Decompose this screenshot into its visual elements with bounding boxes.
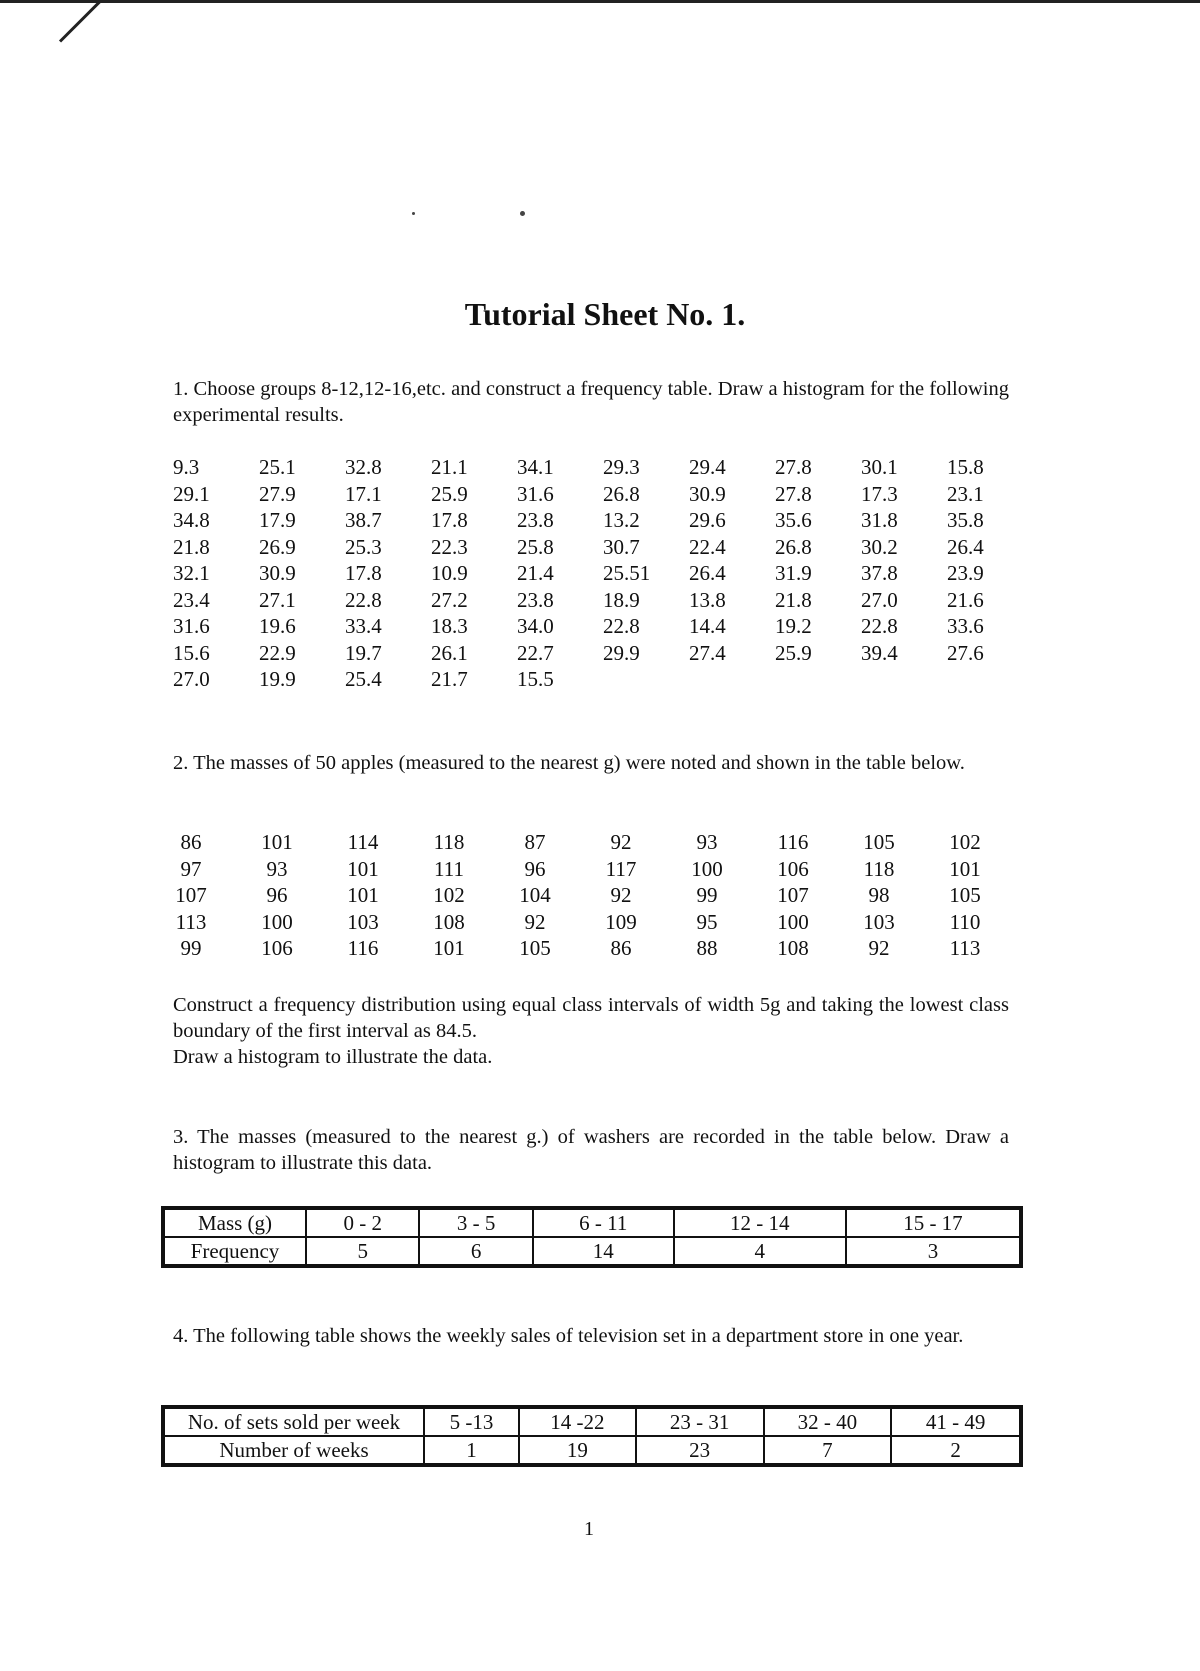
data-value: 22.3 xyxy=(431,534,468,559)
table-cell-class: 15 - 17 xyxy=(846,1208,1021,1237)
data-value: 96 xyxy=(266,883,288,907)
data-value: 17.1 xyxy=(345,481,382,506)
table-cell-frequency: 23 xyxy=(636,1436,764,1465)
data-value: 18.3 xyxy=(431,614,468,638)
data-value: 35.6 xyxy=(775,508,812,532)
scan-speck xyxy=(412,212,415,215)
scan-edge-line xyxy=(0,0,1200,3)
data-value: 86 xyxy=(610,936,632,960)
data-value: 101 xyxy=(949,856,981,881)
data-value: 113 xyxy=(949,936,981,960)
data-value: 103 xyxy=(347,909,379,934)
data-row xyxy=(173,613,1033,640)
page-number: 1 xyxy=(584,1518,594,1540)
table-cell-frequency: 19 xyxy=(519,1436,636,1465)
data-value: 26.8 xyxy=(603,481,640,506)
question-1-text: 1. Choose groups 8-12,12-16,etc. and construct a frequency table. Draw a histogram for the following experimental results. xyxy=(173,378,1009,426)
data-value: 19.2 xyxy=(775,614,812,638)
data-value: 22.9 xyxy=(259,640,296,665)
data-value: 9.3 xyxy=(173,455,200,479)
data-value: 23.1 xyxy=(947,481,984,506)
data-value: 23.9 xyxy=(947,561,984,585)
data-value: 107 xyxy=(175,883,207,907)
data-value: 21.7 xyxy=(431,667,468,691)
data-value: 30.9 xyxy=(259,561,296,585)
data-value: 21.6 xyxy=(947,587,984,612)
table-cell-class: 0 - 2 xyxy=(306,1208,419,1237)
table-cell-frequency: 1 xyxy=(424,1436,519,1465)
data-value: 18.9 xyxy=(603,587,640,612)
data-value: 31.9 xyxy=(775,561,812,585)
data-value: 25.3 xyxy=(345,534,382,559)
data-value: 108 xyxy=(433,909,465,934)
data-value: 110 xyxy=(949,909,981,934)
data-value: 29.3 xyxy=(603,455,640,479)
data-value: 118 xyxy=(433,830,465,854)
data-value: 33.4 xyxy=(345,614,382,638)
data-value: 10.9 xyxy=(431,561,468,585)
data-value: 30.7 xyxy=(603,534,640,559)
data-value: 27.0 xyxy=(173,667,210,691)
table-cell-class: 5 -13 xyxy=(424,1407,519,1436)
table-cell-frequency: 7 xyxy=(764,1436,892,1465)
data-value: 34.0 xyxy=(517,614,554,638)
data-value: 13.2 xyxy=(603,508,640,532)
data-value: 23.8 xyxy=(517,508,554,532)
data-value: 27.8 xyxy=(775,481,812,506)
data-value: 31.8 xyxy=(861,508,898,532)
data-value: 105 xyxy=(519,936,551,960)
data-value: 114 xyxy=(347,830,379,854)
data-value: 27.9 xyxy=(259,481,296,506)
table-cell-class: 3 - 5 xyxy=(419,1208,532,1237)
data-value: 17.9 xyxy=(259,508,296,532)
question-4-table xyxy=(161,1405,1023,1467)
data-value: 21.8 xyxy=(775,587,812,612)
data-row xyxy=(148,856,1008,883)
page-title: Tutorial Sheet No. 1. xyxy=(464,296,746,332)
data-row xyxy=(173,666,1033,693)
data-value: 25.4 xyxy=(345,667,382,691)
data-row xyxy=(173,481,1033,508)
data-value: 95 xyxy=(696,909,718,934)
question-2-instruction-histogram: Draw a histogram to illustrate the data. xyxy=(173,1046,493,1068)
table-header-sets-sold: No. of sets sold per week xyxy=(163,1407,424,1436)
question-2-data-grid xyxy=(148,829,1008,962)
data-value: 27.2 xyxy=(431,587,468,612)
data-value: 22.8 xyxy=(861,614,898,638)
data-value: 92 xyxy=(868,936,890,960)
data-value: 101 xyxy=(433,936,465,960)
data-value: 22.8 xyxy=(603,614,640,638)
table-cell-class: 23 - 31 xyxy=(636,1407,764,1436)
data-value: 99 xyxy=(180,936,202,960)
data-value: 22.8 xyxy=(345,587,382,612)
table-header-frequency: Frequency xyxy=(163,1237,306,1266)
data-value: 27.6 xyxy=(947,640,984,665)
data-value: 22.7 xyxy=(517,640,554,665)
data-value: 111 xyxy=(434,856,464,881)
data-value: 92 xyxy=(610,830,632,854)
data-value: 25.1 xyxy=(259,455,296,479)
table-cell-class: 32 - 40 xyxy=(764,1407,892,1436)
data-value: 106 xyxy=(261,936,293,960)
data-value: 116 xyxy=(777,830,809,854)
data-value: 33.6 xyxy=(947,614,984,638)
data-value: 31.6 xyxy=(517,481,554,506)
data-value: 22.4 xyxy=(689,534,726,559)
data-value: 27.1 xyxy=(259,587,296,612)
table-cell-class: 41 - 49 xyxy=(891,1407,1021,1436)
data-row xyxy=(173,640,1033,667)
data-value: 32.1 xyxy=(173,561,210,585)
data-value: 107 xyxy=(777,883,809,907)
data-value: 35.8 xyxy=(947,508,984,532)
data-value: 25.51 xyxy=(603,561,651,585)
question-2-text: 2. The masses of 50 apples (measured to the nearest g) were noted and shown in the table below. xyxy=(173,752,965,774)
question-1-data-grid xyxy=(173,454,1033,693)
data-value: 26.9 xyxy=(259,534,296,559)
question-3-table xyxy=(161,1206,1023,1268)
data-value: 25.9 xyxy=(431,481,468,506)
data-row xyxy=(173,587,1033,614)
data-value: 15.5 xyxy=(517,667,554,691)
data-value: 19.7 xyxy=(345,640,382,665)
table-row-sets-sold xyxy=(163,1407,1021,1436)
data-value: 26.1 xyxy=(431,640,468,665)
data-value: 29.1 xyxy=(173,481,210,506)
data-value: 118 xyxy=(863,856,895,881)
table-cell-class: 12 - 14 xyxy=(674,1208,846,1237)
data-value: 23.4 xyxy=(173,587,210,612)
data-value: 25.9 xyxy=(775,640,812,665)
data-value: 26.8 xyxy=(775,534,812,559)
data-value: 21.8 xyxy=(173,534,210,559)
data-value: 15.6 xyxy=(173,640,210,665)
data-value: 87 xyxy=(524,830,546,854)
table-cell-frequency: 2 xyxy=(891,1436,1021,1465)
data-value: 29.6 xyxy=(689,508,726,532)
data-row xyxy=(148,935,1008,962)
pen-mark xyxy=(59,0,111,43)
data-value: 117 xyxy=(605,856,637,881)
data-value: 23.8 xyxy=(517,587,554,612)
data-value: 103 xyxy=(863,909,895,934)
question-3-text: 3. The masses (measured to the nearest g.) of washers are recorded in the table below. Draw a histogram to illustrate this data. xyxy=(173,1126,1009,1174)
data-value: 99 xyxy=(696,883,718,907)
data-value: 100 xyxy=(777,909,809,934)
data-value: 27.0 xyxy=(861,587,898,612)
table-cell-frequency: 14 xyxy=(533,1237,674,1266)
data-value: 21.4 xyxy=(517,561,554,585)
table-row-mass xyxy=(163,1208,1021,1237)
data-value: 100 xyxy=(691,856,723,881)
data-value: 21.1 xyxy=(431,455,468,479)
data-value: 98 xyxy=(868,883,890,907)
table-cell-frequency: 3 xyxy=(846,1237,1021,1266)
data-row xyxy=(173,534,1033,561)
data-value: 25.8 xyxy=(517,534,554,559)
data-row xyxy=(173,507,1033,534)
question-2-instruction: Construct a frequency distribution using equal class intervals of width 5g and taking the lowest class boundary of the first interval as 84.5. xyxy=(173,994,1009,1042)
data-value: 17.8 xyxy=(345,561,382,585)
data-value: 104 xyxy=(519,883,551,907)
data-row xyxy=(148,882,1008,909)
table-cell-frequency: 4 xyxy=(674,1237,846,1266)
data-value: 102 xyxy=(433,883,465,907)
data-value: 38.7 xyxy=(345,508,382,532)
data-value: 30.9 xyxy=(689,481,726,506)
data-row xyxy=(148,829,1008,856)
data-value: 101 xyxy=(261,830,293,854)
data-value: 26.4 xyxy=(689,561,726,585)
data-value: 101 xyxy=(347,883,379,907)
data-value: 88 xyxy=(696,936,718,960)
data-value: 34.8 xyxy=(173,508,210,532)
scan-speck xyxy=(520,211,525,216)
data-value: 26.4 xyxy=(947,534,984,559)
data-value: 32.8 xyxy=(345,455,382,479)
data-value: 97 xyxy=(180,856,202,881)
data-value: 19.9 xyxy=(259,667,296,691)
data-value: 13.8 xyxy=(689,587,726,612)
data-value: 92 xyxy=(610,883,632,907)
data-value: 96 xyxy=(524,856,546,881)
data-value: 34.1 xyxy=(517,455,554,479)
question-4-text: 4. The following table shows the weekly sales of television set in a department store in one year. xyxy=(173,1325,964,1347)
data-value: 109 xyxy=(605,909,637,934)
data-value: 116 xyxy=(347,936,379,960)
data-value: 31.6 xyxy=(173,614,210,638)
data-value: 17.8 xyxy=(431,508,468,532)
data-value: 27.4 xyxy=(689,640,726,665)
data-value: 92 xyxy=(524,909,546,934)
data-value: 93 xyxy=(696,830,718,854)
data-value: 102 xyxy=(949,830,981,854)
table-cell-frequency: 5 xyxy=(306,1237,419,1266)
data-value: 27.8 xyxy=(775,455,812,479)
data-value: 93 xyxy=(266,856,288,881)
data-value: 29.9 xyxy=(603,640,640,665)
data-row xyxy=(173,560,1033,587)
data-value: 39.4 xyxy=(861,640,898,665)
data-row xyxy=(173,454,1033,481)
data-row xyxy=(148,909,1008,936)
data-value: 101 xyxy=(347,856,379,881)
data-value: 15.8 xyxy=(947,455,984,479)
data-value: 29.4 xyxy=(689,455,726,479)
data-value: 37.8 xyxy=(861,561,898,585)
data-value: 14.4 xyxy=(689,614,726,638)
data-value: 17.3 xyxy=(861,481,898,506)
table-cell-class: 6 - 11 xyxy=(533,1208,674,1237)
data-value: 19.6 xyxy=(259,614,296,638)
table-header-weeks: Number of weeks xyxy=(163,1436,424,1465)
data-value: 86 xyxy=(180,830,202,854)
data-value: 105 xyxy=(949,883,981,907)
data-value: 100 xyxy=(261,909,293,934)
table-cell-class: 14 -22 xyxy=(519,1407,636,1436)
table-row-weeks xyxy=(163,1436,1021,1465)
data-value: 30.2 xyxy=(861,534,898,559)
data-value: 113 xyxy=(175,909,207,934)
table-cell-frequency: 6 xyxy=(419,1237,532,1266)
table-row-frequency xyxy=(163,1237,1021,1266)
data-value: 108 xyxy=(777,936,809,960)
data-value: 105 xyxy=(863,830,895,854)
table-header-mass: Mass (g) xyxy=(163,1208,306,1237)
data-value: 30.1 xyxy=(861,455,898,479)
data-value: 106 xyxy=(777,856,809,881)
